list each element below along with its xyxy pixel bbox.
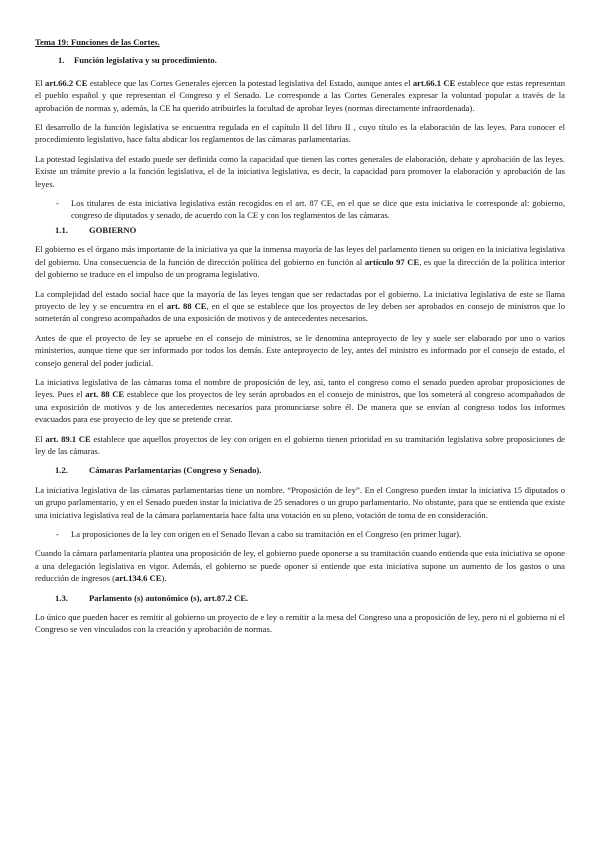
text-run: , es que la dirección de la política interior del gobierno se traduce en el impulso de un programa legislativo. [35,256,565,280]
section-heading-1-2 [35,464,565,476]
text-run: , en el que se establece que los proyectos de ley deben ser aprobados en consejo de ministros que lo someterán al congreso acompañados de una exposición de motivos y de antecedentes necesarios. [35,300,566,324]
legal-reference: art.134.6 CE [114,573,162,584]
bullet-text: La proposiciones de la ley con origen en el Senado llevan a cabo su tramitación en el Congreso (en primer lugar). [71,529,462,539]
text-run: establece que estas representan el pueblo español y que representan el Congreso y el Senado. Le corresponde a las Cortes Generales expresar la voluntad popular a través de la aprobación de normas y, además, la CE ha querido atribuirles la facultad de aprobar leyes (normas directamente infraordenada). [35,77,565,113]
legal-reference: art. 88 CE [85,389,125,400]
legal-reference: art. 89.1 CE [45,433,91,444]
legal-reference: art.66.2 CE [45,77,88,88]
text-run: El [35,77,46,88]
legal-reference: art.66.1 CE [412,77,456,88]
text-run: Cuando la cámara parlamentaria plantea una proposición de ley, el gobierno puede oponerse a su tramitación cuando entienda que esta iniciativa se opone a una delegación legislativa en vigor. Además, el gobierno se puede oponer si entiende que esta iniciativa supone un aumento de los gastos o una reducción de ingresos ( [35,548,565,584]
paragraph-1 [35,77,565,114]
bullet-item [35,197,565,222]
paragraph-2: El desarrollo de la función legislativa se encuentra regulada en el capítulo II del libro II , cuyo título es la elaboración de las leyes. Para conocer el procedimiento legislativo, hace falta abdicar los reglamentos de las cámaras parlamentarias. [35,122,565,145]
bullet-item [35,528,565,540]
paragraph-9: La iniciativa legislativa de las cámaras parlamentarias tiene un nombre. “Proposición de ley”. En el Congreso pueden instar la iniciativa 15 diputados o un grupo parlamentario, y en el Senado pueden instar la iniciativa de 25 senadores o un grupo parlamentario. No obstante, para que se entienda que existe una iniciativa legislativa real de la cámara parlamentaria hace falta una votación en su pleno, votación de toma de en consideración. [35,484,565,520]
text-run: La complejidad del estado social hace que la mayoría de las leyes tengan que ser redactadas por el gobierno. La iniciativa legislativa de este se llama proyecto de ley y se encuentra en el [35,288,565,311]
section-number: 1. [58,55,65,66]
section-title: Función legislativa y su procedimiento. [74,55,217,66]
text-run: establece que los proyectos de ley serán aprobados en el consejo de ministros, que los someterá al congreso acompañados de una exposición de motivos y de los antecedentes necesarios para pronunciarse sobre él. De manera que se envían al congreso todos los informes evacuados para ese proyecto de ley que se pretende crear. [35,389,565,425]
paragraph-6: Antes de que el proyecto de ley se apruebe en el consejo de ministros, se le denomina anteproyecto de ley y suele ser elaborado por uno o varios ministerios, aunque tiene que ser informado por todos los demás. Este anteproyecto de ley, antes del ministro es informado por el consejo de estado, el consejo general del poder judicial. [35,332,565,368]
text-run: El [35,433,46,444]
section-title: GOBIERNO [89,224,137,235]
paragraph-3: La potestad legislativa del estado puede ser definida como la capacidad que tienen las cortes generales de elaboración, debate y aprobación de las leyes. Existe un trámite previo a la función legislativa, el de la iniciativa legislativa, es decir, la capacidad para promover la elaboración y aprobación de las leyes. [35,153,565,189]
dash-bullet-icon: - [56,198,59,209]
paragraph-4 [35,243,565,280]
bullet-text: Los titulares de esta iniciativa legislativa están recogidos en el art. 87 CE, en el que se dice que esta iniciativa le corresponde al: gobierno, congreso de diputados y senado, de acuerdo con la CE y con los reglamentos de las cámaras. [71,198,565,221]
text-run: La iniciativa legislativa de las cámaras toma el nombre de proposición de ley, así, tanto el congreso como el senado pueden aprobar proposiciones de leyes. Pues el [35,376,565,400]
paragraph-10 [35,547,565,584]
paragraph-11: Lo único que pueden hacer es remitir al gobierno un proyecto de e ley o remitir a la mesa del Congreso una a proposición de ley, pero ni el gobierno ni el Congreso se ven vinculados con la creación y aprobación de normas. [35,612,565,635]
document-page [35,36,565,642]
paragraph-8 [35,433,565,458]
section-number: 1.2. [55,465,68,476]
document-title: Tema 19: Funciones de las Cortes. [35,37,160,47]
section-heading-1 [35,54,565,66]
paragraph-7 [35,376,565,426]
section-heading-1-3 [35,592,565,604]
section-title: Cámaras Parlamentarias (Congreso y Senado). [89,465,262,476]
section-heading-1-1 [35,224,565,236]
section-title: Parlamento (s) autonómico (s), art.87.2 CE. [89,592,249,603]
paragraph-5 [35,288,565,325]
section-number: 1.3. [55,592,68,603]
text-run: El gobierno es el órgano más importante de la iniciativa ya que la inmensa mayoría de las leyes del parlamento tienen su origen en la iniciativa legislativa del gobierno. Una consecuencia de la función de dirección política del gobierno en función al [35,244,565,267]
dash-bullet-icon: - [56,529,59,539]
text-run: establece que las Cortes Generales ejercen la potestad legislativa del Estado, aunque antes el [87,77,413,88]
section-number: 1.1. [55,224,68,235]
legal-reference: artículo 97 CE [364,256,420,267]
text-run: ). [161,573,167,584]
text-run: establece que aquellos proyectos de ley con origen en el gobierno tienen prioridad en su tramitación legislativa sobre proposiciones de ley de las cámaras. [35,433,565,456]
legal-reference: art. 88 CE [166,300,207,311]
